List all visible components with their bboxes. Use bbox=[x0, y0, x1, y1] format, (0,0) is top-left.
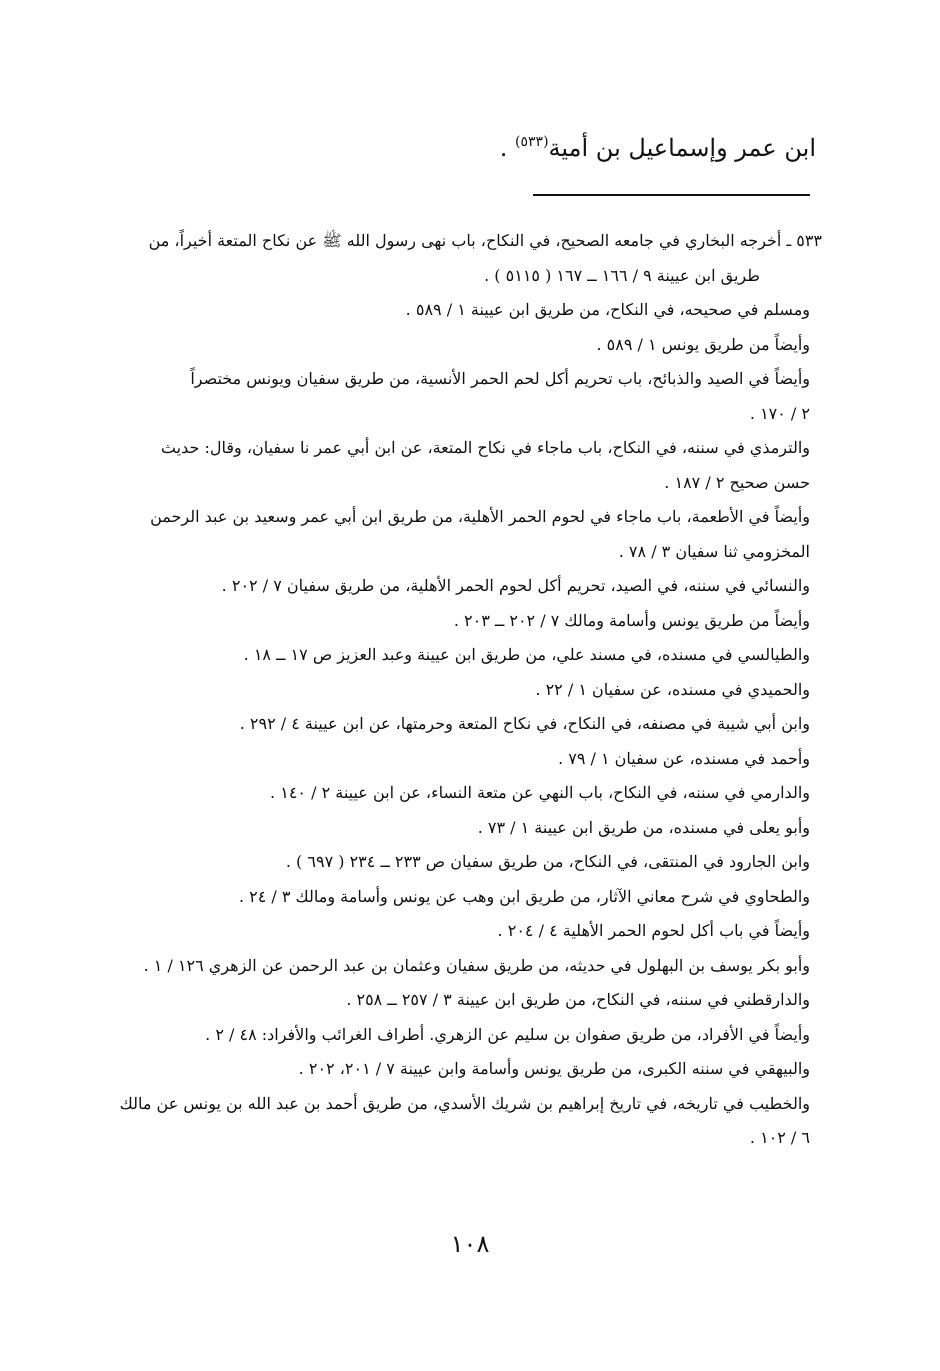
footnote-line: وأبو بكر يوسف بن البهلول في حديثه، من طريق سفيان وعثمان بن عبد الرحمن عن الزهري ١٢٦ / ١ . bbox=[143, 955, 810, 975]
footnote-line: ٥٣٣ ـ أخرجه البخاري في جامعه الصحيح، في النكاح، باب نهى رسول الله ﷺ عن نكاح المتعة أخيراً، من bbox=[148, 231, 822, 250]
footnotes-section bbox=[110, 224, 822, 1156]
footnote-line: وابن أبي شيبة في مصنفه، في النكاح، في نكاح المتعة وحرمتها، عن ابن عيينة ٤ / ٢٩٢ . bbox=[239, 714, 810, 733]
page-number: ١٠٨ bbox=[450, 1230, 490, 1258]
footnote-line: وأيضاً في الصيد والذبائح، باب تحريم أكل لحم الحمر الأنسية، من طريق سفيان ويونس مختصراً bbox=[190, 369, 810, 388]
footnote-line: طريق ابن عيينة ٩ / ١٦٦ ــ ١٦٧ ( ٥١١٥ ) . bbox=[484, 265, 760, 285]
footnote-line: وأيضاً في باب أكل لحوم الحمر الأهلية ٤ / ٢٠٤ . bbox=[497, 921, 810, 940]
main-text-line bbox=[116, 122, 816, 168]
footnote-line: والطيالسي في مسنده، في مسند علي، من طريق ابن عيينة وعبد العزيز ص ١٧ ــ ١٨ . bbox=[243, 645, 810, 664]
footnote-separator bbox=[533, 194, 810, 196]
footnote-line: وأبو يعلى في مسنده، من طريق ابن عيينة ١ / ٧٣ . bbox=[477, 817, 810, 837]
footnote-line: ٢ / ١٧٠ . bbox=[749, 403, 810, 423]
main-text: ابن عمر وإسماعيل بن أمية bbox=[548, 134, 816, 162]
footnote-line: والحميدي في مسنده، عن سفيان ١ / ٢٢ . bbox=[535, 679, 810, 699]
footnote-line: وأحمد في مسنده، عن سفيان ١ / ٧٩ . bbox=[558, 748, 810, 768]
footnote-line: والطحاوي في شرح معاني الآثار، من طريق ابن وهب عن يونس وأسامة ومالك ٣ / ٢٤ . bbox=[238, 886, 810, 906]
footnote-line: والدارمي في سننه، في النكاح، باب النهي عن متعة النساء، عن ابن عيينة ٢ / ١٤٠ . bbox=[270, 783, 810, 802]
footnote-line: والخطيب في تاريخه، في تاريخ إبراهيم بن شريك الأسدي، من طريق أحمد بن عبد الله بن يونس عن مالك bbox=[119, 1093, 810, 1113]
main-text-end: . bbox=[499, 134, 516, 162]
footnote-line: وأيضاً في الأفراد، من طريق صفوان بن سليم عن الزهري. أطراف الغرائب والأفراد: ٤٨ / ٢ . bbox=[205, 1024, 810, 1044]
footnote-line: والترمذي في سننه، في النكاح، باب ماجاء في نكاح المتعة، عن ابن أبي عمر نا سفيان، وقال: حديث bbox=[160, 438, 810, 457]
footnote-line: ٦ / ١٠٢ . bbox=[749, 1128, 810, 1147]
footnote-line: وأيضاً في الأطعمة، باب ماجاء في لحوم الحمر الأهلية، من طريق ابن أبي عمر وسعيد بن عبد الرحمن bbox=[150, 507, 810, 526]
footnote-line: حسن صحيح ٢ / ١٨٧ . bbox=[664, 472, 810, 492]
footnote-line: وابن الجارود في المنتقى، في النكاح، من طريق سفيان ص ٢٣٣ ــ ٢٣٤ ( ٦٩٧ ) . bbox=[285, 852, 810, 871]
footnote-line: وأيضاً من طريق يونس وأسامة ومالك ٧ / ٢٠٢ ــ ٢٠٣ . bbox=[453, 610, 810, 630]
footnote-line: وأيضاً من طريق يونس ١ / ٥٨٩ . bbox=[596, 334, 810, 354]
footnote-line: والبيهقي في سننه الكبرى، من طريق يونس وأسامة وابن عيينة ٧ / ٢٠١، ٢٠٢ . bbox=[298, 1059, 810, 1078]
footnote-line: المخزومي ثنا سفيان ٣ / ٧٨ . bbox=[618, 541, 810, 561]
footnote-line: والنسائي في سننه، في الصيد، تحريم أكل لحوم الحمر الأهلية، من طريق سفيان ٧ / ٢٠٢ . bbox=[221, 576, 810, 595]
footnote-line: ومسلم في صحيحه، في النكاح، من طريق ابن عيينة ١ / ٥٨٩ . bbox=[405, 300, 810, 319]
footnote-reference: (٥٣٣) bbox=[515, 134, 549, 150]
footnote-line: والدارقطني في سننه، في النكاح، من طريق ابن عيينة ٣ / ٢٥٧ ــ ٢٥٨ . bbox=[346, 990, 810, 1009]
